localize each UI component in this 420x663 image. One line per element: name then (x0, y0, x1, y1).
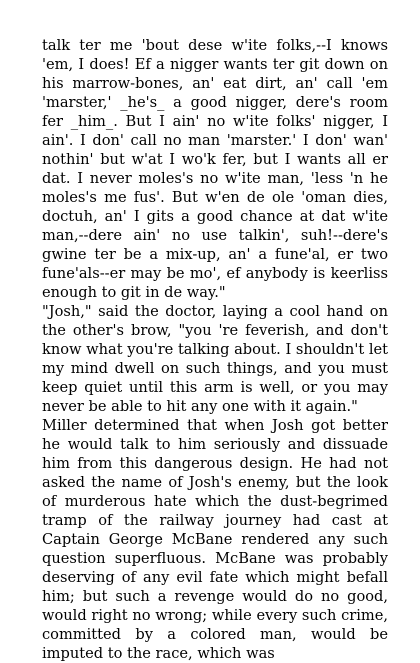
page-text (42, 36, 388, 663)
paragraph-2: "Josh," said the doctor, laying a cool hand on the other's brow, "you 're feverish, and don't know what you're talking about. I shouldn't let my mind dwell on such things, and you must keep quiet until this arm is well, or you may never be able to hit any one with it again." (42, 303, 389, 415)
paragraph-3: Miller determined that when Josh got better he would talk to him seriously and dissuade him from this dangerous design. He had not asked the name of Josh's enemy, but the look of murderous hate which the dust-begrimed tramp of the railway journey had cast at Captain George McBane rendered any such question superfluous. McBane was probably deserving of any evil fate which might befall him; but such a revenge would do no good, would right no wrong; while every such crime, committed by a colored man, would be imputed to the race, which was (42, 417, 388, 662)
paragraph-1: talk ter me 'bout dese w'ite folks,--I knows 'em, I does! Ef a nigger wants ter git down on his marrow-bones, an' eat dirt, an' call 'em 'marster,' _he's_ a good nigger, dere's room fer _him_. But I ain' no w'ite folks' nigger, I ain'. I don' call no man 'marster.' I don' wan' nothin' but w'at I wo'k fer, but I wants all er dat. I never moles's no w'ite man, 'less 'n he moles's me fus'. But w'en de ole 'oman dies, doctuh, an' I gits a good chance at dat w'ite man,--dere ain' no use talkin', suh!--dere's gwine ter be a mix-up, an' a fune'al, er two fune'als--er may be mo', ef anybody is keerliss enough to git in de way." (42, 37, 388, 301)
